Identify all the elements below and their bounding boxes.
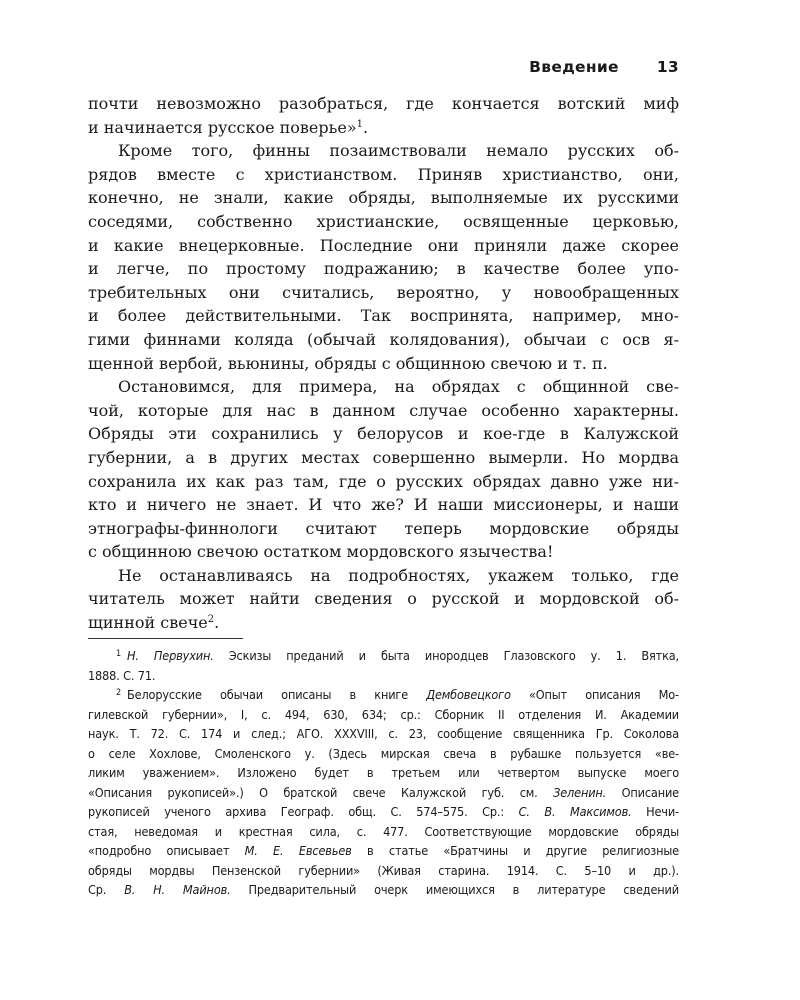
text-line: губернии, а в других местах совершенно вымерли. Но мордва xyxy=(88,447,679,467)
footnote-line: стая, неведомая и крестная сила, с. 477. Соответствующие мордовские обряды xyxy=(88,823,679,839)
text-line: требительных они считались, вероятно, у новообращенных xyxy=(88,282,679,302)
footnote-ref[interactable]: 2 xyxy=(207,614,215,626)
text-line: гими финнами коляда (обычай колядования), обычаи с осв я- xyxy=(88,329,679,349)
footnote-line: $^2$ Белорусские обычаи описаны в книге Дембовецкого «Опыт описания Мо- xyxy=(116,687,679,702)
footnote-number: 1 xyxy=(116,649,122,659)
footnotes xyxy=(88,646,679,900)
footnote-line: наук. Т. 72. С. 174 и след.; АГО. XXXVIII, с. 23, сообщение священника Гр. Соколова xyxy=(88,726,679,741)
text-line: Кроме того, финны позаимствовали немало русских об- xyxy=(118,141,679,161)
text-line: почти невозможно разобраться, где кончается вотский миф xyxy=(88,94,679,113)
text-line: Не останавливаясь на подробностях, укажем только, где xyxy=(118,565,679,585)
footnote-ref[interactable]: 1 xyxy=(356,118,363,130)
footnote-number: 2 xyxy=(116,688,122,698)
text-line: Остановимся, для примера, на обрядах с общинной све- xyxy=(118,377,679,397)
footnote-line: «Описания рукописей».) О братской свече Калужской губ. см. Зеленин. Описание xyxy=(88,784,679,800)
text-line: сохранила их как раз там, где о русских обрядах давно уже ни- xyxy=(88,471,679,491)
footnote-line: ликим уважением». Изложено будет в третьем или четвертом выпуске моего xyxy=(88,765,679,780)
text-line: этнографы-финнологи считают теперь мордовские обряды xyxy=(88,518,679,538)
text-line: щенной вербой, вьюнины, обряды с общинною свечою и т. п. xyxy=(88,353,608,373)
text-line: и какие внецерковные. Последние они приняли даже скорее xyxy=(88,235,679,255)
footnote-line: рукописей ученого архива Географ. общ. С. 574–575. Ср.: С. В. Максимов. Нечи- xyxy=(88,804,679,819)
text-line: и более действительными. Так воспринята, например, мно- xyxy=(88,306,679,326)
section-title: Введение xyxy=(529,58,619,76)
text-line: с общинною свечою остатком мордовского язычества! xyxy=(88,542,554,562)
footnote-line: «подробно описывает М. Е. Евсевьев в статье «Братчины и другие религиозные xyxy=(88,843,679,858)
footnote-line: 1888. С. 71. xyxy=(88,667,156,683)
text-line: чой, которые для нас в данном случае особенно характерны. xyxy=(88,400,679,420)
text-line: кто и ничего не знает. И что же? И наши миссионеры, и наши xyxy=(88,495,679,515)
footnote-line: обряды мордвы Пензенской губернии» (Живая старина. 1914. С. 5–10 и др.). xyxy=(88,862,679,878)
footnote-line: о селе Хохлове, Смоленского у. (Здесь мирская свеча в рубашке пользуется «ве- xyxy=(88,745,679,761)
footnote-divider xyxy=(88,638,243,639)
text-line: щинной свече$^2$. xyxy=(88,613,220,633)
text-line: читатель может найти сведения о русской и мордовской об- xyxy=(88,589,679,609)
running-header xyxy=(88,58,679,76)
text-line: Обряды эти сохранились у белорусов и кое-где в Калужской xyxy=(88,424,679,444)
text-line: и легче, по простому подражанию; в качестве более упо- xyxy=(88,259,679,279)
text-line: конечно, не знали, какие обряды, выполняемые их русскими xyxy=(88,188,679,208)
footnote-line: гилевской губернии», I, с. 494, 630, 634; ср.: Сборник II отделения И. Академии xyxy=(88,706,679,722)
text-line: рядов вместе с христианством. Приняв христианство, они, xyxy=(88,164,679,184)
page-number: 13 xyxy=(656,58,679,76)
text-line: и начинается русское поверье»$^1$. xyxy=(88,117,369,137)
footnote-line: Ср. В. Н. Майнов. Предварительный очерк имеющихся в литературе сведений xyxy=(88,882,679,897)
main-text xyxy=(88,92,679,635)
footnote-line: $^1$ Н. Первухин. Эскизы преданий и быта инородцев Глазовского у. 1. Вятка, xyxy=(116,648,680,663)
text-line: соседями, собственно христианские, освященные церковью, xyxy=(88,211,679,231)
